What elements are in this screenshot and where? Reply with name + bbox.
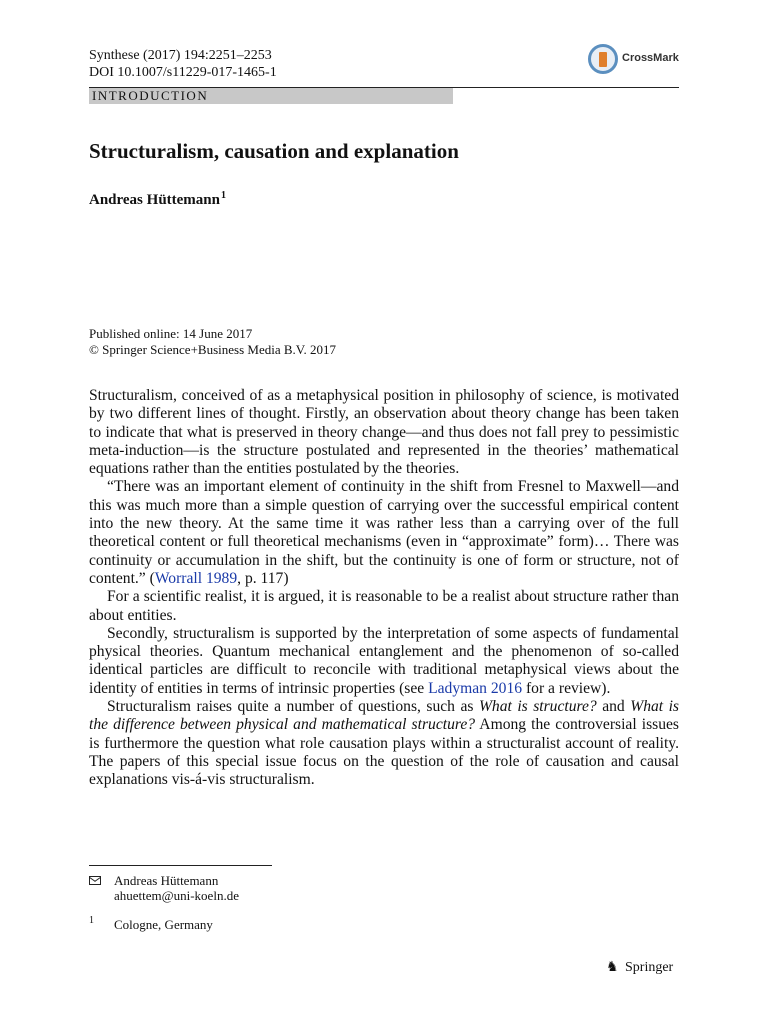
paragraph-1: Structuralism, conceived of as a metaphysical position in philosophy of science, is motivated by two different lines of thought. Firstly, an observation about theory change has been taken to indicate that what is preserved in theory change—and thus does not fall prey to pessimistic meta-induction—is the structure postulated and represented in the theories’ mathematical equations rather than the entities postulated by the theories.	[89, 387, 679, 478]
crossmark-icon	[588, 44, 618, 74]
paragraph-2-quote	[89, 478, 679, 588]
doi[interactable]: DOI 10.1007/s11229-017-1465-1	[89, 65, 277, 80]
copyright: © Springer Science+Business Media B.V. 2017	[89, 342, 336, 357]
paragraph-5	[89, 698, 679, 789]
article-body	[89, 387, 679, 790]
affiliation: Cologne, Germany	[114, 917, 213, 932]
paragraph-5-text-b: and	[596, 698, 631, 716]
springer-logo	[606, 958, 686, 978]
crossmark-badge[interactable]	[588, 44, 684, 78]
paragraph-4	[89, 625, 679, 698]
author-affiliation-mark: 1	[221, 190, 226, 201]
author-name[interactable]	[89, 186, 226, 210]
author-name-text: Andreas Hüttemann	[89, 192, 220, 208]
footnote-mark: 1	[89, 915, 94, 926]
envelope-icon	[89, 876, 101, 885]
springer-label: Springer	[625, 960, 674, 975]
quote-page: , p. 117)	[237, 569, 289, 587]
paragraph-5-text-c: Among the controversial issues is furthermore the question what role causation plays within a structuralist account of reality. The papers of this special issue focus on the question of the role of causation and causal explanations vis-á-vis structuralism.	[89, 716, 679, 789]
contact-name: Andreas Hüttemann	[114, 873, 219, 888]
footnote-rule	[89, 865, 272, 866]
question-structure: What is structure?	[478, 698, 597, 716]
citation-link-worrall[interactable]: Worrall 1989	[154, 569, 238, 587]
paragraph-4-end: for a review).	[522, 679, 611, 697]
paragraph-4-text: Secondly, structuralism is supported by the interpretation of some aspects of fundamental physical theories. Quantum mechanical entanglement and the phenomenon of so-called identical particles are difficult to reconcile with traditional metaphysical views about the identity of entities in terms of intrinsic properties (see	[89, 624, 679, 697]
paragraph-5-text-a: Structuralism raises quite a number of questions, such as	[107, 698, 479, 716]
article-title: Structuralism, causation and explanation	[89, 139, 459, 163]
crossmark-label: CrossMark	[622, 52, 679, 64]
journal-citation: Synthese (2017) 194:2251–2253	[89, 48, 272, 63]
published-date: Published online: 14 June 2017	[89, 326, 253, 341]
springer-horse-icon: ♞	[606, 960, 619, 975]
paragraph-3: For a scientific realist, it is argued, it is reasonable to be a realist about structure rather than about entities.	[89, 588, 679, 624]
quote-text: “There was an important element of continuity in the shift from Fresnel to Maxwell—and this was much more than a simple question of carrying over the successful empirical content into the new theory. At the same time it was rather less than a carrying over of the full theoretical content or full theoretical mechanisms (even in “approximate” form)… There was continuity or accumulation in the shift, but the continuity is one of form or structure, not of content.” (	[89, 478, 679, 587]
citation-link-ladyman[interactable]: Ladyman 2016	[428, 679, 523, 697]
section-label: INTRODUCTION	[89, 88, 453, 104]
contact-email[interactable]: ahuettem@uni-koeln.de	[114, 888, 239, 903]
question-physical-mathematical: What is the difference between physical and mathematical structure?	[89, 698, 679, 734]
